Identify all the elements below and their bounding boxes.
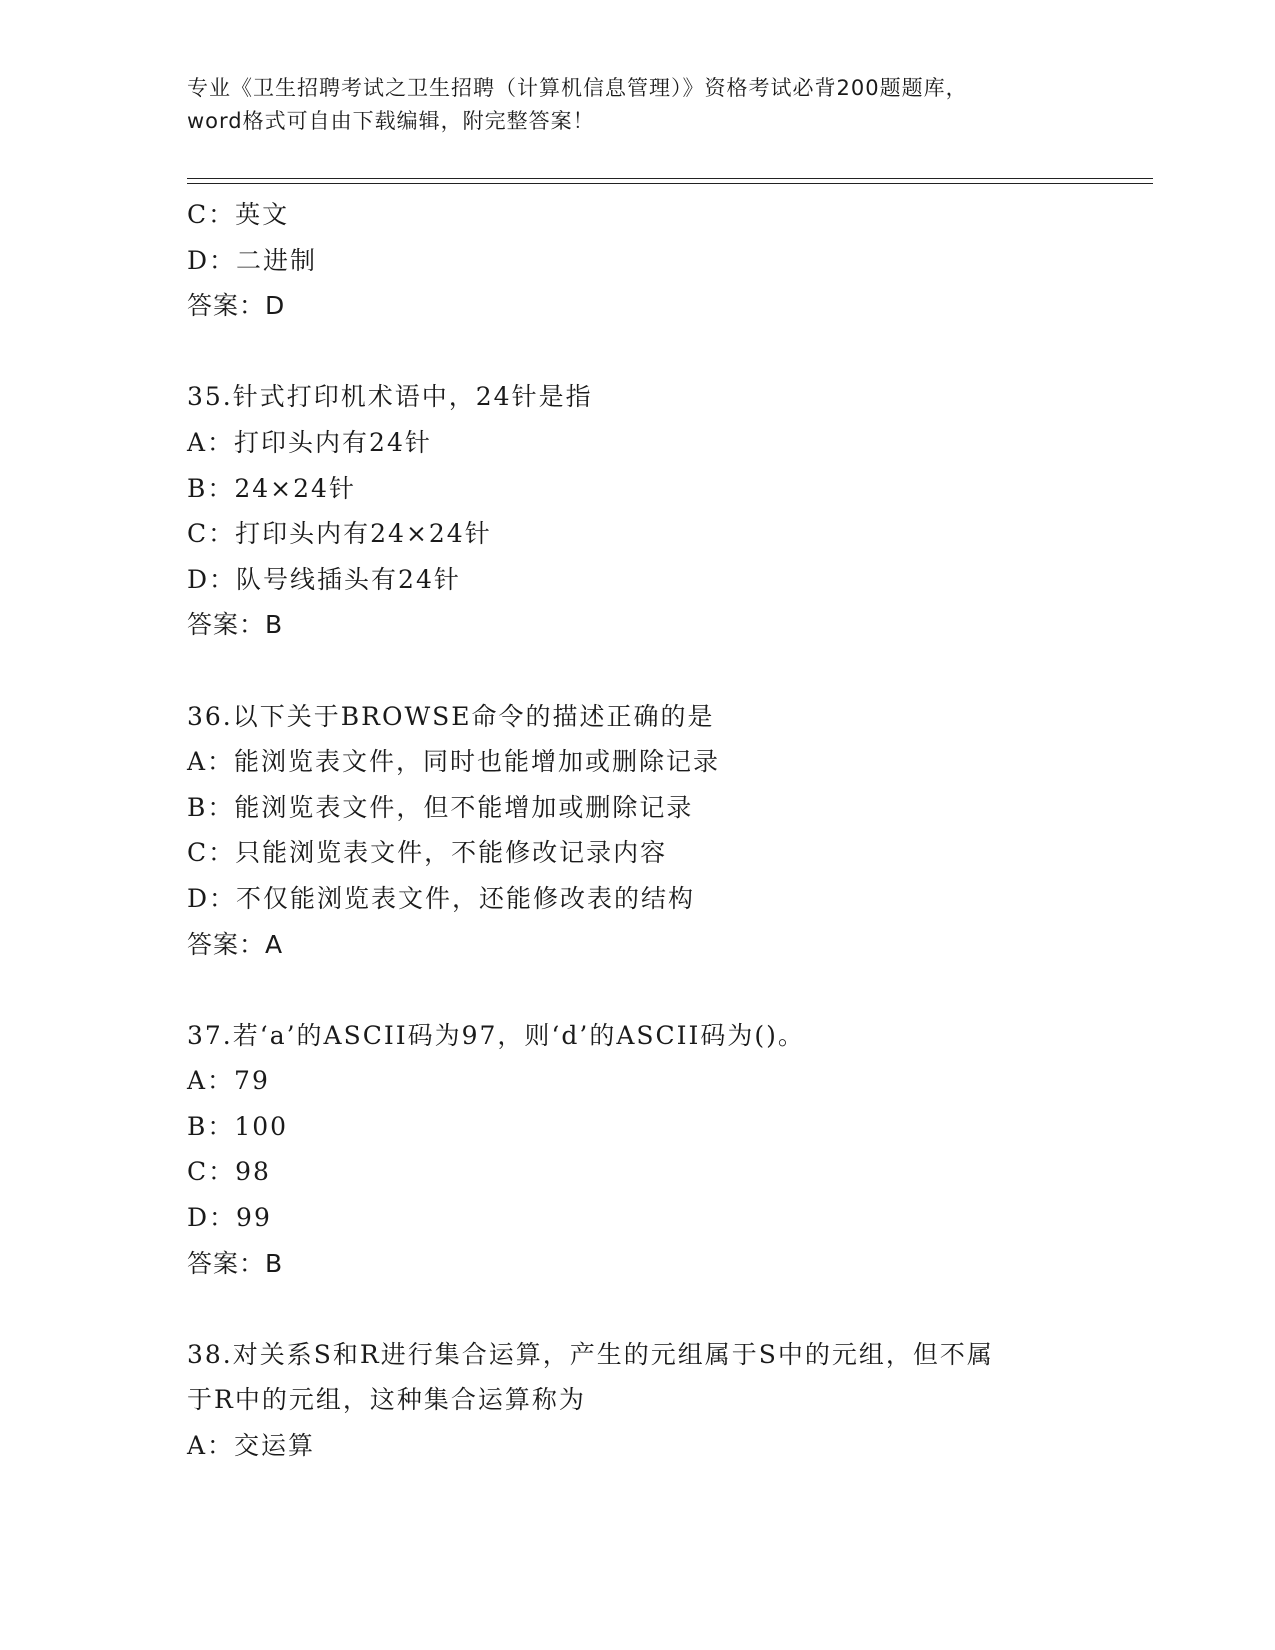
spacer [187, 967, 1087, 1013]
answer-line: 答案：D [187, 291, 286, 321]
question-text: 38.对关系S和R进行集合运算，产生的元组属于S中的元组，但不属 [187, 1339, 994, 1369]
option-c: C：98 [187, 1157, 271, 1187]
option-d: D：队号线插头有24针 [187, 564, 461, 594]
header-line-2: word格式可自由下载编辑，附完整答案！ [187, 109, 595, 133]
option-b: B：100 [187, 1111, 289, 1141]
header-line-1: 专业《卫生招聘考试之卫生招聘（计算机信息管理）》资格考试必背200题题库， [187, 76, 968, 100]
option-c: C：只能浏览表文件，不能修改记录内容 [187, 838, 668, 868]
answer-line: 答案：B [187, 1248, 284, 1278]
question-text-continued: 于R中的元组，这种集合运算称为 [187, 1385, 586, 1415]
option-a: A：打印头内有24针 [187, 427, 432, 457]
question-37 [187, 1013, 1087, 1287]
question-35 [187, 374, 1087, 648]
document-header [187, 72, 1087, 138]
header-rule-top [187, 178, 1153, 179]
option-a: A：79 [187, 1066, 270, 1096]
option-a: A：能浏览表文件，同时也能增加或删除记录 [187, 747, 721, 777]
question-34-tail [187, 192, 1087, 329]
option-d: D：二进制 [187, 245, 318, 275]
question-text: 37.若‘a’的ASCII码为97，则‘d’的ASCII码为()。 [187, 1020, 805, 1050]
option-d: D：99 [187, 1203, 272, 1233]
option-c: C：英文 [187, 200, 290, 229]
answer-line: 答案：A [187, 929, 284, 959]
question-text: 36.以下关于BROWSE命令的描述正确的是 [187, 701, 715, 731]
option-b: B：能浏览表文件，但不能增加或删除记录 [187, 792, 694, 822]
spacer [187, 648, 1087, 694]
option-b: B：24×24针 [187, 473, 356, 503]
question-38 [187, 1332, 1087, 1469]
answer-line: 答案：B [187, 610, 284, 640]
header-rule-bottom [187, 183, 1153, 184]
spacer [187, 329, 1087, 375]
option-c: C：打印头内有24×24针 [187, 519, 492, 549]
option-a: A：交运算 [187, 1431, 316, 1461]
question-36 [187, 694, 1087, 968]
option-d: D：不仅能浏览表文件，还能修改表的结构 [187, 883, 696, 913]
spacer [187, 1286, 1087, 1332]
question-list [187, 192, 1087, 1469]
question-text: 35.针式打印机术语中，24针是指 [187, 382, 593, 412]
